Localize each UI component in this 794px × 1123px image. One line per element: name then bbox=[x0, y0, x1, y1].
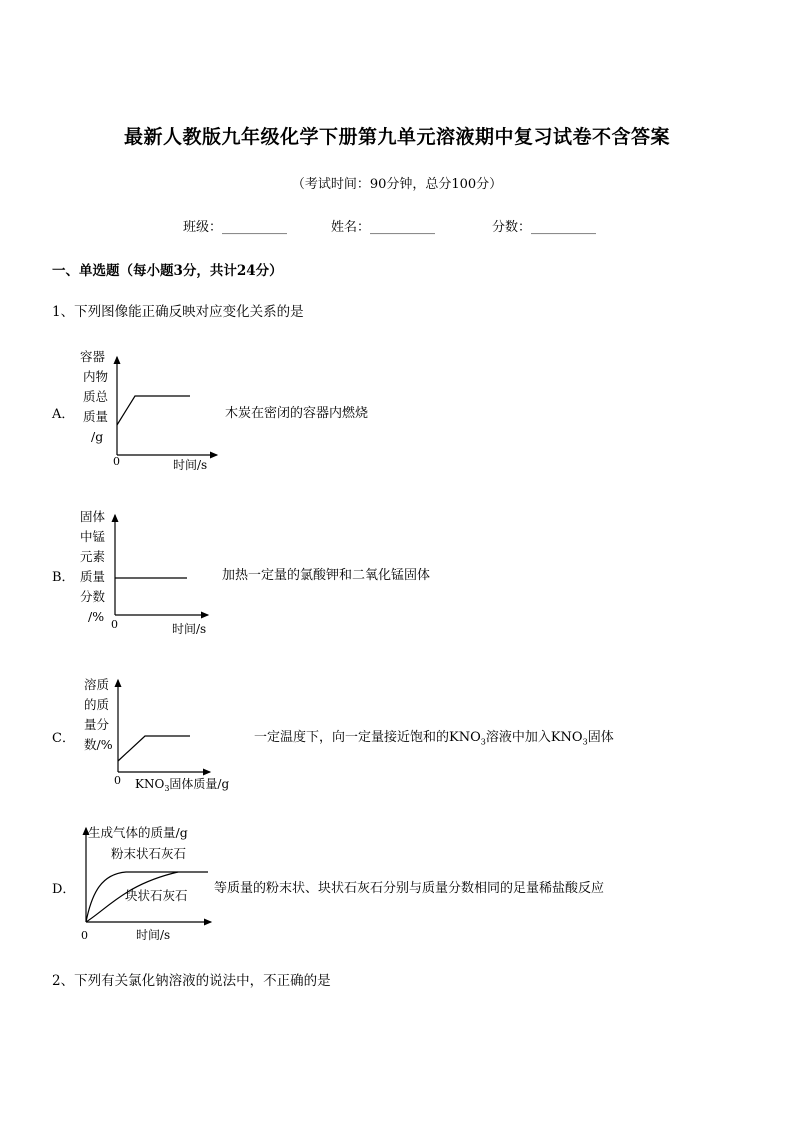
graph-b-origin: 0 bbox=[111, 618, 118, 631]
graph-a-xlabel: 时间/s bbox=[173, 458, 208, 472]
graph-b-ylabel-2: 中锰 bbox=[80, 529, 106, 544]
graph-b bbox=[78, 505, 218, 640]
option-b-letter: B． bbox=[52, 570, 75, 585]
graph-a-ylabel-5: /g bbox=[91, 429, 104, 444]
graph-c-ylabel-3: 量分 bbox=[84, 717, 110, 732]
graph-d-origin: 0 bbox=[81, 929, 88, 942]
question-1-stem: 1、下列图像能正确反映对应变化关系的是 bbox=[52, 304, 304, 320]
exam-meta: （考试时间：90分钟，总分100分） bbox=[291, 177, 503, 192]
option-b-text: 加热一定量的氯酸钾和二氧化锰固体 bbox=[222, 568, 431, 583]
graph-b-ylabel-4: 质量 bbox=[80, 569, 106, 584]
graph-c bbox=[80, 672, 250, 797]
graph-b-ylabel-6: /% bbox=[88, 609, 105, 624]
graph-c-ylabel-2: 的质 bbox=[84, 697, 110, 712]
page-title: 最新人教版九年级化学下册第九单元溶液期中复习试卷不含答案 bbox=[123, 126, 670, 148]
graph-a-ylabel-2: 内物 bbox=[83, 369, 109, 384]
name-field: 姓名：__________ bbox=[331, 220, 436, 235]
graph-b-ylabel-1: 固体 bbox=[80, 509, 106, 524]
option-c-letter: C． bbox=[52, 731, 75, 746]
option-d-text: 等质量的粉末状、块状石灰石分别与质量分数相同的足量稀盐酸反应 bbox=[214, 881, 605, 896]
graph-d-ylabel: 生成气体的质量/g bbox=[88, 825, 188, 840]
question-2-stem: 2、下列有关氯化钠溶液的说法中，不正确的是 bbox=[52, 973, 331, 989]
graph-a-ylabel-3: 质总 bbox=[83, 389, 109, 404]
graph-a-origin: 0 bbox=[113, 455, 120, 468]
option-a-letter: A． bbox=[52, 407, 75, 422]
graph-a-ylabel-4: 质量 bbox=[83, 409, 109, 424]
option-c-text: 一定温度下，向一定量接近饱和的$KNO_3$溶液中加入$KNO_3$固体 bbox=[254, 730, 614, 747]
graph-c-curve bbox=[118, 736, 190, 761]
graph-d-xlabel: 时间/s bbox=[136, 928, 171, 942]
class-field: 班级：__________ bbox=[183, 220, 288, 235]
graph-c-origin: 0 bbox=[114, 774, 121, 787]
graph-c-ylabel-4: 数/% bbox=[84, 737, 113, 752]
graph-d-lump-label: 块状石灰石 bbox=[125, 888, 188, 903]
graph-b-xlabel: 时间/s bbox=[172, 622, 207, 636]
graph-b-ylabel-3: 元素 bbox=[80, 549, 106, 564]
graph-a-curve bbox=[117, 396, 190, 425]
option-d-letter: D． bbox=[52, 882, 76, 897]
graph-c-ylabel-1: 溶质 bbox=[84, 677, 110, 692]
graph-a bbox=[80, 345, 220, 475]
graph-d-powder-label: 粉末状石灰石 bbox=[111, 846, 187, 861]
option-a-text: 木炭在密闭的容器内燃烧 bbox=[225, 406, 369, 421]
graph-a-ylabel-1: 容器 bbox=[80, 349, 106, 364]
section-heading: 一、单选题（每小题3分，共计24分） bbox=[52, 263, 283, 279]
graph-b-ylabel-5: 分数 bbox=[80, 589, 106, 604]
graph-c-xlabel: $KNO_3$固体质量/g bbox=[135, 777, 230, 793]
score-field: 分数：__________ bbox=[492, 220, 597, 235]
graph-d bbox=[78, 822, 218, 947]
